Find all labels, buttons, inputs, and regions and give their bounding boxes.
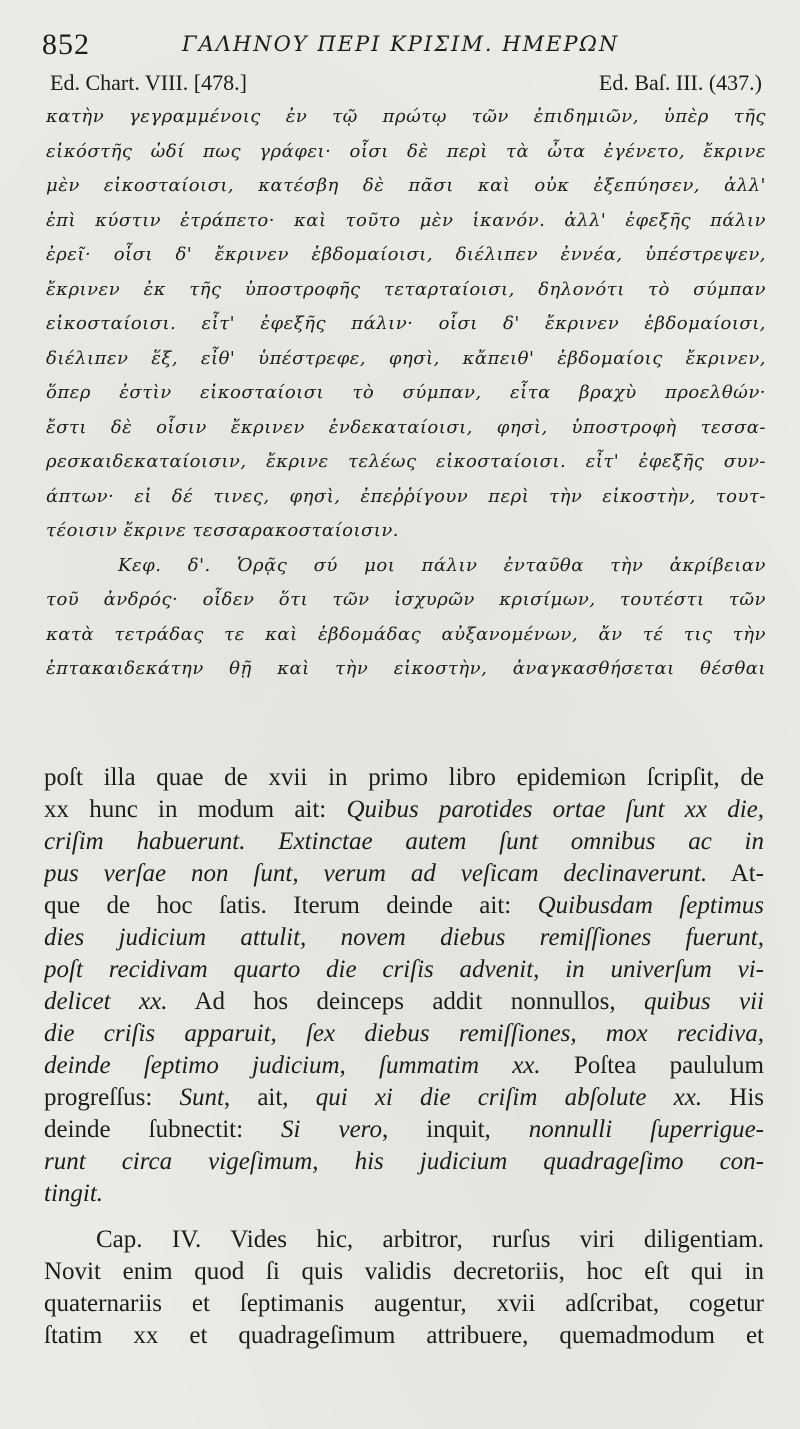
latin-italic-quotation: dies judicium attulit, novem diebus remiſſiones fuerunt, — [44, 924, 764, 951]
greek-line: άπτων· εἰ δέ τινες, φησὶ, ἐπεῤῥίγουν περὶ τὴν εἰκοστὴν, τουτ- — [46, 485, 766, 507]
greek-line: ἔκρινεν ἐκ τῆς ὑποστροφῆς τεταρταίοισι, δηλονότι τὸ σύμπαν — [46, 278, 766, 300]
latin-line: Novit enim quod ſi quis validis decretoriis, hoc eſt qui in — [44, 1258, 764, 1285]
greek-line: ἔστι δὲ οἷσιν ἔκρινεν ἑνδεκαταίοισι, φησὶ, ὑποστροφὴ τεσσα- — [46, 416, 766, 438]
latin-italic-quotation: deinde ſeptimo judicium, ſummatim xx. — [44, 1052, 541, 1079]
latin-italic-quotation: criſim habuerunt. — [44, 828, 246, 855]
running-title: ΓΑΛΗΝΟΥ ΠΕΡΙ ΚΡΙΣΙΜ. ΗΜΕΡΩΝ — [182, 32, 620, 56]
latin-italic-quotation: Sunt — [179, 1084, 224, 1111]
latin-italic-quotation: Extinctae autem ſunt omnibus ac in — [278, 828, 764, 855]
latin-line: deinde ſeptimo judicium, ſummatim xx. Poſtea paululum — [44, 1052, 764, 1079]
latin-line — [44, 826, 764, 858]
latin-line: poſt illa quae de xvii in primo libro epidemiωn ſcripſit, de — [44, 764, 764, 791]
page-header — [42, 22, 764, 61]
latin-line: ſtatim xx et quadrageſimum attribuere, quemadmodum et — [44, 1322, 764, 1349]
latin-line — [44, 1146, 764, 1178]
greek-line: ἐρεῖ· οἷσι δ' ἔκρινεν ἑβδομαίοισι, διέλιπεν ἐννέα, ὑπέστρεψεν, — [46, 244, 766, 265]
latin-italic-quotation: quibus vii — [643, 988, 764, 1015]
latin-italic-quotation: nonnulli ſuperrigue- — [528, 1116, 764, 1143]
latin-italic-quotation: Si vero — [281, 1116, 382, 1143]
latin-line: quaternariis et ſeptimanis augentur, xvii adſcribat, cogetur — [44, 1290, 764, 1317]
latin-line: pus verſae non ſunt, verum ad veſicam declinaverunt. At- — [44, 860, 764, 887]
greek-line: ρεσκαιδεκαταίοισιν, ἔκρινε τελέως εἰκοσταίοισι. εἶτ' ἐφεξῆς συν- — [46, 451, 766, 472]
latin-line: delicet xx. Ad hos deinceps addit nonnullos, quibus vii — [44, 988, 764, 1015]
greek-line: ὅπερ ἐστὶν εἰκοσταίοισι τὸ σύμπαν, εἶτα βραχὺ προελθών· — [46, 382, 766, 403]
latin-italic-quotation: poſt recidivam quarto die criſis advenit, in univerſum vi- — [44, 956, 764, 983]
greek-line: τοῦ ἀνδρός· οἶδεν ὅτι τῶν ἰσχυρῶν κρισίμων, τουτέστι τῶν — [46, 589, 766, 610]
latin-line — [44, 1178, 764, 1210]
greek-line: διέλιπεν ἕξ, εἶθ' ὑπέστρεφε, φησὶ, κἄπειθ' ἑβδομαίοις ἔκρινεν, — [46, 347, 766, 369]
latin-chapter-heading-line: Cap. IV. Vides hic, arbitror, rurſus viri diligentiam. — [96, 1226, 764, 1253]
greek-line: κατὰ τετράδας τε καὶ ἑβδομάδας αὐξανομένων, ἄν τέ τις τὴν — [46, 623, 766, 645]
latin-italic-quotation: delicet xx. — [44, 988, 168, 1015]
latin-line — [44, 1018, 764, 1050]
latin-italic-quotation: die criſis apparuit, ſex diebus remiſſiones, mox recidiva, — [44, 1020, 764, 1047]
greek-line: εἰκοσταίοισι. εἶτ' ἐφεξῆς πάλιν· οἷσι δ' ἔκρινεν ἑβδομαίοισι, — [46, 313, 766, 334]
page-number: 852 — [42, 28, 90, 61]
latin-italic-quotation: tingit. — [44, 1180, 104, 1207]
latin-line — [44, 922, 764, 954]
greek-text-block — [46, 100, 766, 687]
greek-line: ἐπὶ κύστιν ἐτράπετο· καὶ τοῦτο μὲν ἱκανόν. ἀλλ' ἐφεξῆς πάλιν — [46, 209, 766, 231]
latin-text-block — [44, 762, 764, 1352]
latin-italic-quotation: qui xi die criſim abſolute xx. — [315, 1084, 703, 1111]
latin-line: deinde ſubnectit: Si vero, inquit, nonnulli ſuperrigue- — [44, 1116, 764, 1143]
edition-reference-chartier: Ed. Chart. VIII. [478.] — [50, 70, 247, 95]
latin-line: que de hoc ſatis. Iterum deinde ait: Quibusdam ſeptimus — [44, 892, 764, 919]
greek-line: μὲν εἰκοσταίοισι, κατέσβη δὲ πᾶσι καὶ οὐκ ἐξεπύησεν, ἀλλ' — [46, 175, 766, 196]
greek-line: ἑπτακαιδεκάτην θῇ καὶ τὴν εἰκοστὴν, ἀναγκασθήσεται θέσθαι — [46, 658, 766, 679]
latin-italic-quotation: Quibus parotides ortae ſunt xx die, — [346, 796, 764, 823]
edition-reference-basel: Ed. Baſ. III. (437.) — [598, 70, 762, 95]
greek-chapter-heading-line: Κεφ. δ'. Ὁρᾷς σύ μοι πάλιν ἐνταῦθα τὴν ἀκρίβειαν — [118, 554, 766, 576]
latin-italic-quotation: Quibusdam ſeptimus — [537, 892, 764, 919]
greek-line: τέοισιν ἔκρινε τεσσαρακοσταίοισιν. — [46, 520, 400, 541]
greek-line: εἰκόστῆς ὡδί πως γράφει· οἷσι δὲ περὶ τὰ ὦτα ἐγένετο, ἔκρινε — [46, 140, 766, 162]
latin-italic-quotation: runt circa vigeſimum, his judicium quadrageſimo con- — [44, 1148, 764, 1175]
greek-line: κατὴν γεγραμμένοις ἐν τῷ πρώτῳ τῶν ἐπιδημιῶν, ὑπὲρ τῆς — [46, 106, 766, 127]
latin-line: progreſſus: Sunt, ait, qui xi die criſim abſolute xx. His — [44, 1084, 764, 1111]
latin-line: xx hunc in modum ait: Quibus parotides ortae ſunt xx die, — [44, 796, 764, 823]
latin-line — [44, 954, 764, 986]
latin-italic-quotation: pus verſae non ſunt, verum ad veſicam declinaverunt. — [44, 860, 708, 887]
edition-reference-line — [50, 70, 762, 98]
